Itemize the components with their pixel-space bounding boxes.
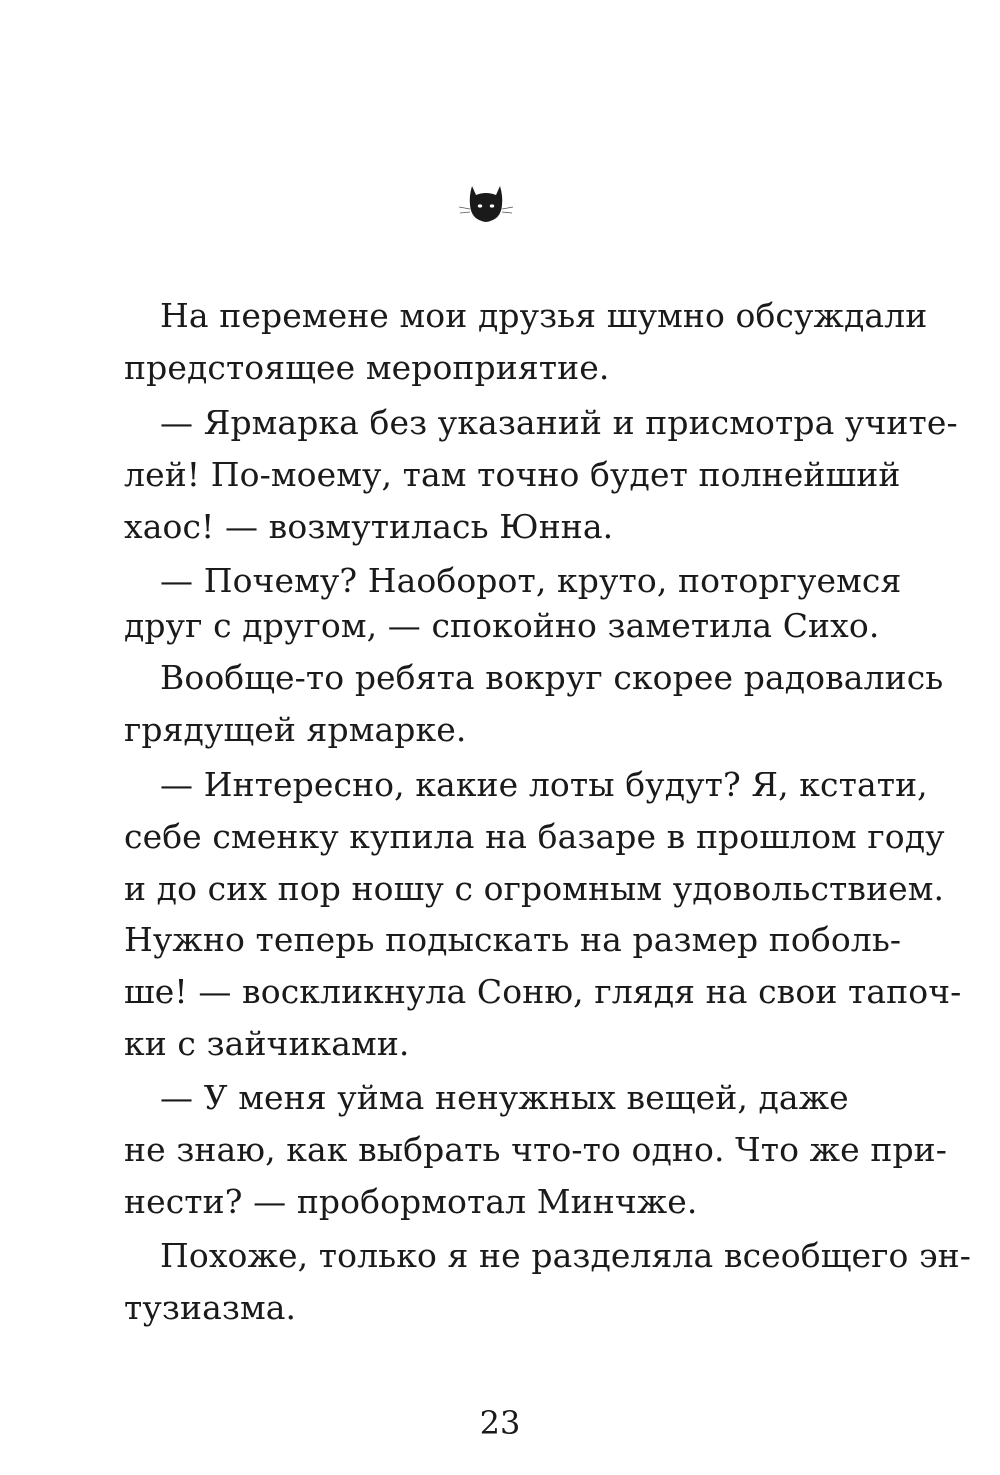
text-line: тузиазма. xyxy=(124,1288,297,1327)
text-line: друг с другом, — спокойно заметила Сихо. xyxy=(124,606,880,645)
text-line: ше! — воскликнула Соню, глядя на свои тапоч- xyxy=(124,972,962,1011)
text-line: хаос! — возмутилась Юнна. xyxy=(124,507,614,546)
text-line: Похоже, только я не разделяла всеобщего эн- xyxy=(160,1236,972,1275)
text-line: грядущей ярмарке. xyxy=(124,710,467,749)
text-line: не знаю, как выбрать что-то одно. Что же при- xyxy=(124,1130,948,1169)
text-line: Вообще-то ребята вокруг скорее радовались xyxy=(160,658,944,697)
text-line: лей! По-моему, там точно будет полнейший xyxy=(124,455,901,494)
text-line: себе сменку купила на базаре в прошлом году xyxy=(124,817,945,856)
text-line: — Ярмарка без указаний и присмотра учите- xyxy=(160,403,958,442)
text-line: и до сих пор ношу с огромным удовольствием. xyxy=(124,869,945,908)
text-line: — Интересно, какие лоты будут? Я, кстати, xyxy=(160,765,928,804)
text-line: нести? — пробормотал Минчже. xyxy=(124,1182,698,1221)
text-line: — У меня уйма ненужных вещей, даже xyxy=(160,1078,849,1117)
text-line: Нужно теперь подыскать на размер поболь- xyxy=(124,920,902,959)
text-line: — Почему? Наоборот, круто, поторгуемся xyxy=(160,561,902,600)
page-number: 23 xyxy=(479,1404,521,1442)
text-line: предстоящее мероприятие. xyxy=(124,348,610,387)
text-line: На перемене мои друзья шумно обсуждали xyxy=(160,296,928,335)
text-line: ки с зайчиками. xyxy=(124,1024,410,1063)
cat-face-icon xyxy=(453,178,519,228)
